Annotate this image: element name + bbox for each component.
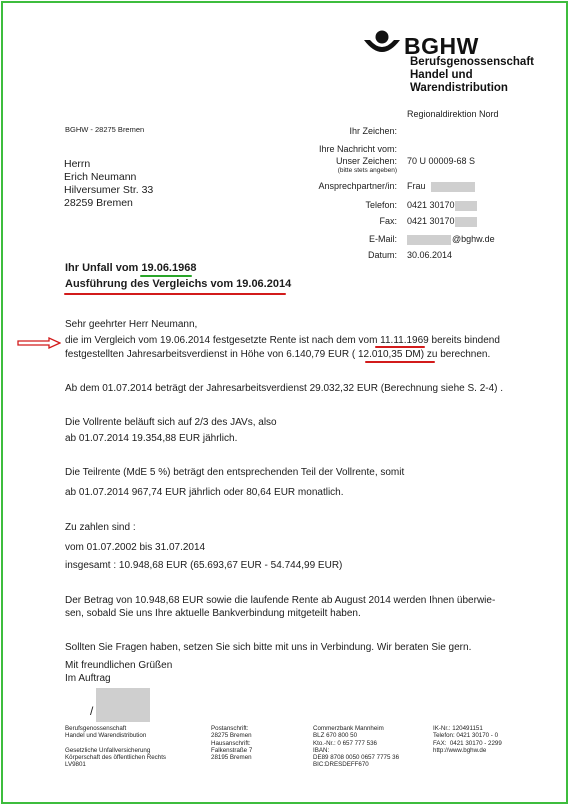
red-underline xyxy=(365,361,435,363)
paragraph-7: Sollten Sie Fragen haben, setzen Sie sich bitte mit uns in Verbindung. Wir beraten Sie gern. xyxy=(65,642,472,653)
recipient-line: Hilversumer Str. 33 xyxy=(64,184,154,196)
bghw-logo-icon xyxy=(362,30,402,58)
recipient-address xyxy=(64,158,284,210)
arrow-right-icon xyxy=(17,337,61,349)
paragraph-4-line-2: ab 01.07.2014 967,74 EUR jährlich oder 80,64 EUR monatlich. xyxy=(65,487,344,498)
red-underline xyxy=(64,293,286,295)
paragraph-5-line-2: vom 01.07.2002 bis 31.07.2014 xyxy=(65,542,206,553)
footer-column-3: Commerzbank Mannheim BLZ 670 800 50 Kto.-Nr.: 0 657 777 536 IBAN: DE89 8708 0050 0657 7775 36 BIC:DRESDEFF670 xyxy=(313,725,400,769)
closing-im-auftrag: Im Auftrag xyxy=(65,673,111,684)
paragraph-5-line-3: insgesamt : 10.948,68 EUR (65.693,67 EUR - 54.744,99 EUR) xyxy=(65,560,343,571)
ansprechpartner-label: Ansprechpartner/in: xyxy=(318,181,397,191)
unser-zeichen-label: Unser Zeichen: xyxy=(335,156,397,166)
paragraph-1-line-2: festgestellten Jahresarbeitsverdienst in Höhe von 6.140,79 EUR ( 12.010,35 DM) zu berechnen. xyxy=(65,349,491,360)
paragraph-2: Ab dem 01.07.2014 beträgt der Jahresarbeitsverdienst 29.032,32 EUR (Berechnung siehe S. 2-4) . xyxy=(65,383,504,394)
ihre-nachricht-label: Ihre Nachricht vom: xyxy=(318,144,397,154)
ihr-zeichen-label: Ihr Zeichen: xyxy=(349,126,397,136)
subject-line-1: Ihr Unfall vom 19.06.1968 xyxy=(65,262,197,274)
paragraph-6-line-2: sen, sobald Sie uns Ihre aktuelle Bankverbindung mitgeteilt haben. xyxy=(65,608,361,619)
signature-redaction xyxy=(96,688,150,722)
salutation: Sehr geehrter Herr Neumann, xyxy=(65,319,198,330)
paragraph-3-line-1: Die Vollrente beläuft sich auf 2/3 des JAVs, also xyxy=(65,417,277,428)
telefon-label: Telefon: xyxy=(365,200,397,210)
email-label: E-Mail: xyxy=(368,234,397,244)
subject-line-2: Ausführung des Vergleichs vom 19.06.2014 xyxy=(65,278,292,290)
closing-greeting: Mit freundlichen Grüßen xyxy=(65,660,173,671)
green-underline xyxy=(140,275,192,277)
brand-subtitle: Berufsgenossenschaft Handel und Warendistribution xyxy=(410,56,534,94)
footer-column-4: IK-Nr.: 120491151 Telefon: 0421 30170 - 0 FAX: 0421 30170 - 2299 http://www.bghw.de xyxy=(433,725,502,754)
recipient-line: 28259 Bremen xyxy=(64,197,133,209)
region-label: Regionaldirektion Nord xyxy=(407,109,499,119)
paragraph-4-line-1: Die Teilrente (MdE 5 %) beträgt den entsprechenden Teil der Vollrente, somit xyxy=(65,467,405,478)
fax-value: 0421 30170 xyxy=(407,216,477,227)
accident-date: 19.06.1968 xyxy=(141,262,197,274)
unser-zeichen-hint: (bitte stets angeben) xyxy=(337,167,397,174)
brand-name: BGHW xyxy=(404,33,479,59)
redaction-block xyxy=(455,217,477,227)
redaction-block xyxy=(455,201,477,211)
unser-zeichen-value: 70 U 00009-68 S xyxy=(407,156,476,166)
paragraph-1-line-1: die im Vergleich vom 19.06.2014 festgesetzte Rente ist nach dem vom 11.11.1969 bereits bindend xyxy=(65,335,500,346)
datum-label: Datum: xyxy=(367,250,397,260)
email-value: @bghw.de xyxy=(407,234,495,245)
sender-line: BGHW - 28275 Bremen xyxy=(65,125,145,134)
paragraph-3-line-2: ab 01.07.2014 19.354,88 EUR jährlich. xyxy=(65,433,238,444)
footer-column-1: Berufsgenossenschaft Handel und Warendistribution Gesetzliche Unfallversicherung Körperschaft des öffentlichen Rechts LV9801 xyxy=(65,725,167,769)
recipient-line: Erich Neumann xyxy=(64,171,137,183)
signature-mark: / xyxy=(90,704,94,718)
ansprechpartner-value: Frau xyxy=(407,181,475,192)
recipient-line: Herrn xyxy=(64,158,91,170)
redaction-block xyxy=(431,182,475,192)
datum-value: 30.06.2014 xyxy=(407,250,453,260)
fax-label: Fax: xyxy=(379,216,397,226)
footer-column-2: Postanschrift: 28275 Bremen Hausanschrift: Falkenstraße 7 28195 Bremen xyxy=(211,725,253,762)
telefon-value: 0421 30170 xyxy=(407,200,477,211)
redaction-block xyxy=(407,235,451,245)
paragraph-5-line-1: Zu zahlen sind : xyxy=(65,522,136,533)
paragraph-6-line-1: Der Betrag von 10.948,68 EUR sowie die laufende Rente ab August 2014 werden Ihnen überwie- xyxy=(65,595,496,606)
